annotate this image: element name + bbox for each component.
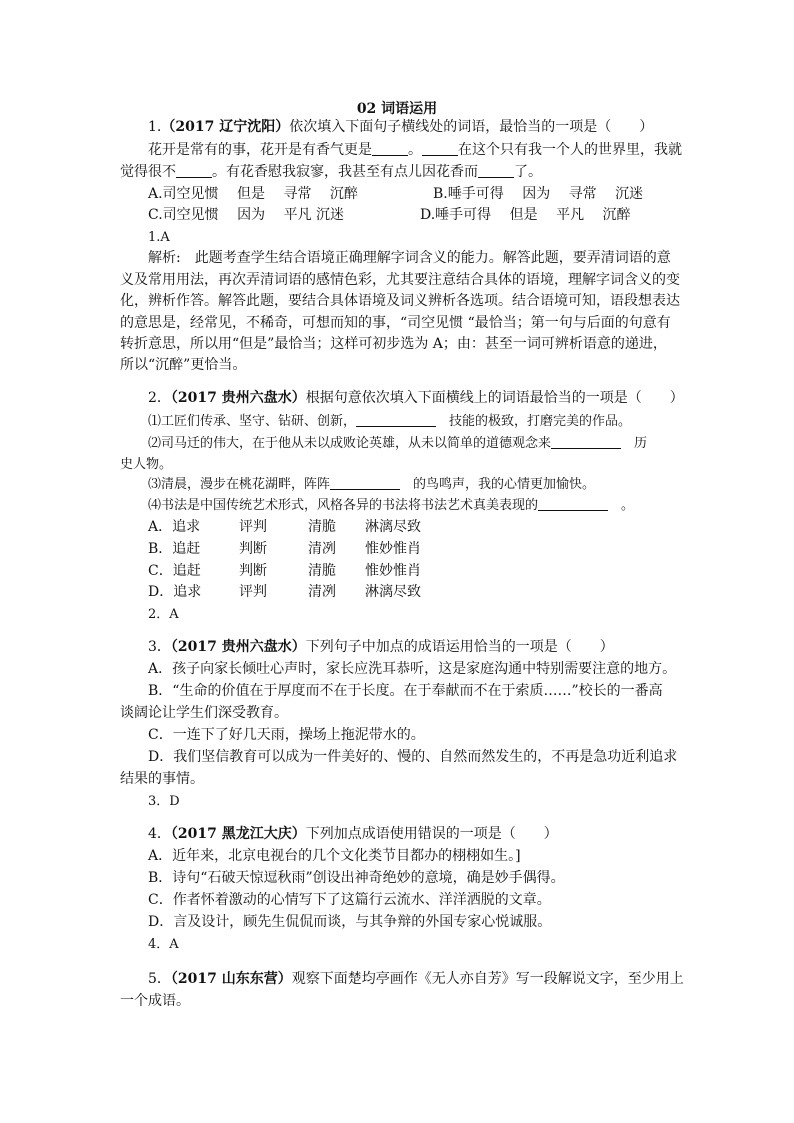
q1-explanation-6: 所以“沉醉”更恰当。 [120,357,247,373]
q1-option-b: B.唾手可得 因为 寻常 沉迷 [433,186,644,202]
q1-blank-1 [372,141,408,156]
q3-option-c: C．一连下了好几天雨，操场上拖泥带水的。 [148,727,425,743]
q3-stem [148,638,614,657]
q2-option-d-letter: D．追求 [148,584,202,600]
q3-source: （2017 贵州六盘水） [170,639,306,655]
q5-number: 5． [148,971,171,987]
q5-stem-cont: 一个成语。 [120,993,190,1009]
q2-blank-4 [538,496,608,511]
q4-option-c: C．作者怀着激动的心情写下了这篇行云流水、洋洋洒脱的文章。 [148,892,551,908]
q2-option-d-word-2: 清冽 [308,584,336,600]
q2-option-c-word-1: 判断 [239,563,267,579]
q4-source: （2017 黑龙江大庆） [170,826,306,842]
q2-sentence-4: ⑷书法是中国传统艺术形式，风格各异的书法将书法艺术真美表现的 。 [148,498,635,513]
q2-answer: 2．A [148,607,179,622]
q4-option-d: D．言及设计，顾先生侃侃而谈，与其争辩的外国专家心悦诚服。 [148,914,552,930]
q1-explanation-3: 化，辨析作答。解答此题，要结合具体语境及词义辨析各选项。结合语境可知，语段想表达 [120,293,680,309]
q4-option-b: B．诗句“石破天惊逗秋雨”创设出神奇绝妙的意境，确是妙手偶得。 [148,870,565,886]
q5-question: 观察下面楚均亭画作《无人亦自芳》写一段解说文字，至少用上 [291,971,684,987]
q3-answer: 3．D [148,794,180,809]
q2-option-a-letter: A．追求 [148,519,201,535]
q4-question: 下列加点成语使用错误的一项是（ ） [305,826,558,842]
q3-option-b-cont: 谈阔论让学生们深受教育。 [120,705,288,721]
q2-stem [148,389,684,408]
q1-answer: 1.A [148,230,170,245]
q1-source: （2017 辽宁沈阳） [161,119,290,135]
q2-number: 2． [148,390,171,406]
q1-passage-line-1: 花开是常有的事，花开是有香气更是 。 在这个只有我一个人的世界里，我就 [148,142,682,158]
q2-sentence-2-cont: 史人物。 [120,457,173,472]
q2-sentence-1: ⑴工匠们传承、坚守、钻研、创新， 技能的极致，打磨完美的作品。 [148,414,632,429]
q2-option-a-word-2: 清脆 [308,519,336,535]
q2-option-c-word-3: 惟妙惟肖 [365,563,421,579]
q2-option-a-word-3: 淋漓尽致 [365,519,421,535]
q3-option-b: B．“生命的价值在于厚度而不在于长度。在于奉献而不在于索质……”校长的一番高 [148,683,663,699]
q2-option-c-word-2: 清脆 [308,563,336,579]
q1-question: 依次填入下面句子横线处的词语，最恰当的一项是（ ） [289,119,654,135]
q1-passage-line-2: 觉得很不 。有花香慰我寂寥，我甚至有点儿因花香而 了。 [120,164,542,180]
q2-option-b-word-3: 惟妙惟肖 [365,541,421,557]
q1-option-d: D.唾手可得 但是 平凡 沉醉 [420,207,631,223]
q3-option-a: A．孩子向家长倾吐心声时，家长应洗耳恭听，这是家庭沟通中特别需要注意的地方。 [148,661,677,677]
q2-blank-3 [330,475,400,490]
q2-sentence-3: ⑶清晨，漫步在桃花湖畔，阵阵 的鸟鸣声，我的心情更加愉快。 [148,477,596,492]
q5-stem [148,970,684,989]
q2-option-b-letter: B．追赶 [148,541,201,557]
q2-blank-1 [356,412,436,427]
q2-option-a-word-1: 评判 [239,519,267,535]
q2-source: （2017 贵州六盘水） [170,390,306,406]
q2-option-b-word-1: 判断 [239,541,267,557]
q4-option-a: A．近年来，北京电视台的几个文化类节目都办的栩栩如生。] [148,848,521,864]
q1-stem [148,118,653,137]
q1-blank-3 [176,163,212,178]
page-title: 02 词语运用 [356,101,438,117]
q1-option-c: C.司空见惯 因为 平凡 沉迷 [148,207,345,223]
q4-answer: 4．A [148,937,179,952]
q1-number: 1. [148,119,162,135]
q1-explanation-5: 转折意思，所以用“但是”最恰当；这样可初步选为 A；由：甚至一词可辨析语意的递进， [120,336,667,352]
q2-option-c-letter: C．追赶 [148,563,201,579]
q4-stem [148,825,558,844]
q2-question: 根据句意依次填入下面横线上的词语最恰当的一项是（ ） [305,390,684,406]
q3-option-d: D．我们坚信教育可以成为一件美好的、慢的、自然而然发生的，不再是急功近利追求 [148,749,678,765]
q2-option-d-word-3: 淋漓尽致 [365,584,421,600]
q2-blank-2 [551,434,621,449]
q5-source: （2017 山东东营） [170,971,292,987]
q1-option-a: A.司空见惯 但是 寻常 沉醉 [148,186,358,202]
q4-number: 4． [148,826,171,842]
q3-option-d-cont: 结果的事情。 [120,771,204,787]
q3-number: 3． [148,639,171,655]
q3-question: 下列句子中加点的成语运用恰当的一项是（ ） [305,639,614,655]
q1-blank-2 [422,141,458,156]
q1-explanation-2: 义及常用用法，再次弄清词语的感情色彩，尤其要注意结合具体的语境，理解字词含义的变 [120,272,680,288]
q1-explanation-1: 解析: 此题考查学生结合语境正确理解字词含义的能力。解答此题，要弄清词语的意 [148,250,671,266]
q2-option-b-word-2: 清冽 [308,541,336,557]
q2-option-d-word-1: 评判 [239,584,267,600]
q1-blank-4 [478,163,514,178]
q2-sentence-2: ⑵司马迁的伟大，在于他从未以成败论英雄，从未以简单的道德观念来 历 [148,436,648,451]
q1-explanation-4: 的意思是，经常见，不稀奇，可想而知的事，“司空见惯 “最恰当；第一句与后面的句意有 [120,315,671,331]
